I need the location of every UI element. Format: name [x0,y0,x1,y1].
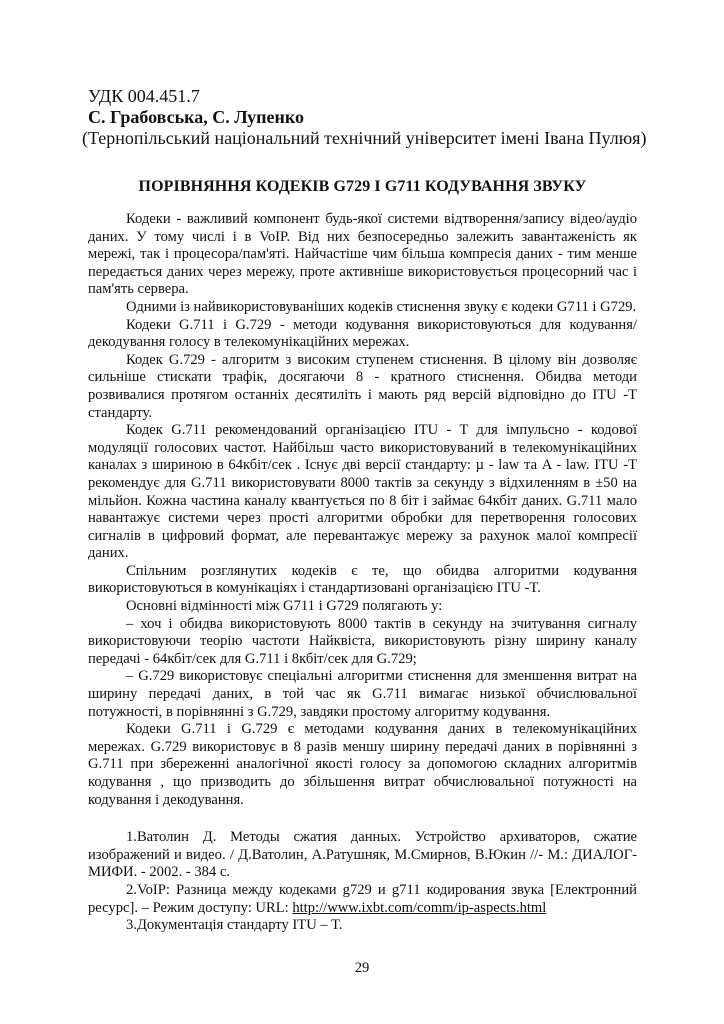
udc-code: УДК 004.451.7 [88,86,200,106]
reference-link[interactable]: http://www.ixbt.com/comm/ip-aspects.html [292,899,547,916]
article-title: ПОРІВНЯННЯ КОДЕКІВ G729 І G711 КОДУВАННЯ ЗВУКУ [138,178,587,195]
references [88,829,637,935]
authors: С. Грабовська, С. Лупенко [88,107,305,127]
paragraph: Кодеки G.711 і G.729 - методи кодування використовуються для кодування/декодування голосу в телекомунікаційних мережах. [88,316,637,351]
paragraph: Одними із найвикористовуваніших кодеків стиснення звуку є кодеки G711 і G729. [126,298,637,315]
paragraph: Кодек G.729 - алгоритм з високим ступенем стиснення. В цілому він дозволяє сильніше стискати трафік, досягаючи 8 - кратного стиснення. Обидва методи розвивалися протягом останніх десятиліть і мають ряд версій відповідно до ITU -T стандарту. [88,351,637,421]
paragraph: Кодек G.711 рекомендований організацією ITU - T для імпульсно - кодової модуляції голосових частот. Найбільш часто використовуваний в телекомунікаційних каналах з шириною в 64кбіт/сек . Існує дві версії стандарту: µ - law та A - law. ITU -T рекомендує для G.711 використовувати 8000 тактів за секунду з відхиленням в ±50 на мільйон. Кожна частина каналу квантується по 8 біт і займає 64кбіт даних. G.711 мало навантажує системи через прості алгоритми обробки для перетворення голосових сигналів в цифровий формат, але перевантажує мережу за рахунок малої компресії даних. [88,422,637,562]
reference-item [88,882,637,917]
paragraph: Кодеки G.711 і G.729 є методами кодування даних в телекомунікаційних мережах. G.729 використовує в 8 разів меншу ширину передачі даних в порівнянні з G.711 при збереженні аналогічної якості голосу за допомогою складних алгоритмів кодування , що призводить до збільшення витрат обчислювальної потужності на кодування і декодування. [88,721,637,808]
paragraph: Основні відмінності між G711 і G729 полягають у: [126,598,443,615]
list-item: – хоч і обидва використовують 8000 тактів в секунду на зчитування сигналу використовуючи теорію частоти Найквіста, використовують різну ширину каналу передачі - 64кбіт/сек для G.711 і 8кбіт/сек для G.729; [88,615,637,667]
reference-item: 3.Документація стандарту ITU – T. [126,917,343,934]
article-body [88,211,637,809]
reference-item: 1.Ватолин Д. Методы сжатия данных. Устройство архиваторов, сжатие изображений и видео. / Д.Ватолин, А.Ратушняк, М.Смирнов, В.Юкин //- М.: ДИАЛОГ-МИФИ. - 2002. - 384 с. [88,829,637,881]
paragraph: Кодеки - важливий компонент будь-якої системи відтворення/запису відео/аудіо даних. У тому числі і в VoIP. Від них безпосередньо залежить завантаженість як мережі, так і процесора/пам'яті. Найчастіше чим більша компресія даних - тим менше передається даних через мережу, проте активніше використовується процесорний час і пам'ять сервера. [88,211,637,298]
article [82,86,647,935]
reference-text: 2.VoIP: Разница между кодеками g729 и g711 кодирования звука [Електронний ресурс]. – Режим доступу: URL: [88,881,637,916]
affiliation: (Тернопільський національний технічний університет імені Івана Пулюя) [82,128,647,148]
paragraph: Спільним розглянутих кодеків є те, що обидва алгоритми кодування використовуються в комунікаціях і стандартизовані організацією ITU -T. [88,562,637,597]
list-item: – G.729 використовує спеціальні алгоритми стиснення для зменшення витрат на ширину передачі даних, в той час як G.711 вимагає низької обчислювальної потужності, в порівнянні з G.729, завдяки простому алгоритму кодування. [88,668,637,720]
page-number: 29 [354,960,370,976]
